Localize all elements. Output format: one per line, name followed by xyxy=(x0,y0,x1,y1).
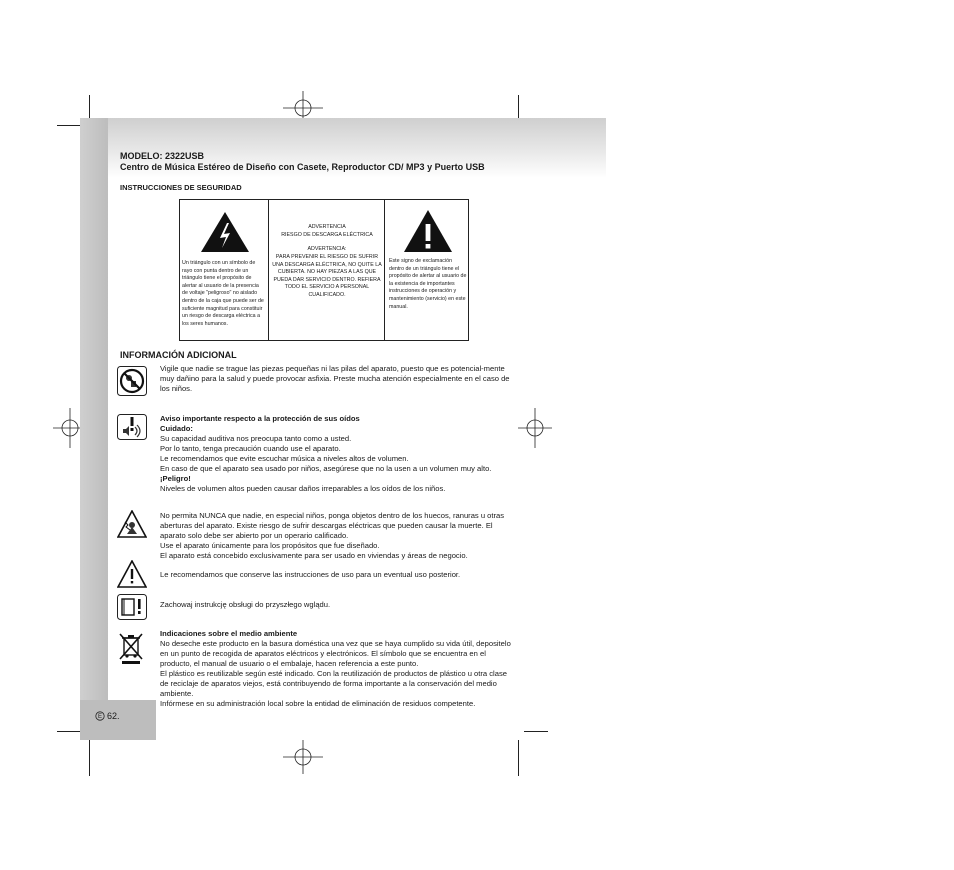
choking-warning: Vigile que nadie se trague las piezas pequeñas ni las pilas del aparato, puesto que es potencial-mente muy dañino para la salud y puede provocar asfixia. Preste mucha atención especialmente en el caso de los niños. xyxy=(160,364,510,393)
sidebar-band xyxy=(80,118,108,740)
electric-shock-icon xyxy=(117,510,147,538)
hearing-line-2: Por lo tanto, tenga precaución cuando use el aparato. xyxy=(160,444,341,453)
shock-line-1: No permita NUNCA que nadie, en especial niños, ponga objetos dentro de los huecos, ranuras u otras aberturas del aparato. Existe riesgo de sufrir descargas eléctricas que pueden causar la muerte. El aparato solo debe ser abierto por un operario calificado. xyxy=(160,511,505,540)
svg-text:E: E xyxy=(97,714,103,721)
warning-line-2: RIESGO DE DESCARGA ELÉCTRICA xyxy=(281,232,373,238)
shock-line-3: El aparato está concebido exclusivamente para ser usado en viviendas y áreas de negocio. xyxy=(160,551,468,560)
product-subtitle: Centro de Música Estéreo de Diseño con Casete, Reproductor CD/ MP3 y Puerto USB xyxy=(120,162,485,172)
shock-section xyxy=(160,511,512,561)
registration-mark-right xyxy=(518,408,552,448)
warning-cell xyxy=(269,200,385,340)
environment-line-3: Infórmese en su administración local sobre la entidad de eliminación de residuos competente. xyxy=(160,699,476,708)
crop-mark xyxy=(89,740,90,776)
warning-line-1: ADVERTENCIA xyxy=(308,224,346,230)
warning-line-3: ADVERTENCIA: xyxy=(307,246,347,252)
hearing-line-5: Niveles de volumen altos pueden causar daños irreparables a los oídos de los niños. xyxy=(160,484,446,493)
exclamation-cell xyxy=(385,200,468,340)
hearing-caution-label: Cuidado: xyxy=(160,424,193,433)
environment-section xyxy=(160,629,512,709)
lightning-description: Un triángulo con un símbolo de rayo con punta dentro de un triángulo tiene el propósito de alertar al usuario de la presencia de voltaje "peligroso" no aislado dentro de la caja que puede ser de suficiente magnitud para constituir un riesgo de descarga eléctrica a los seres humanos. xyxy=(182,260,264,327)
crop-mark xyxy=(524,731,548,732)
hearing-section xyxy=(160,414,512,494)
weee-recycle-bin-icon xyxy=(117,632,147,666)
registration-mark-bottom xyxy=(283,740,323,774)
keep-instructions: Le recomendamos que conserve las instrucciones de uso para un eventual uso posterior. xyxy=(160,570,461,579)
no-small-parts-icon xyxy=(117,366,147,396)
hearing-line-4: En caso de que el aparato sea usado por niños, asegúrese que no la usen a un volumen muy alto. xyxy=(160,464,492,473)
hearing-warning-icon xyxy=(117,414,147,440)
polish-note: Zachowaj instrukcję obsługi do przyszłego wglądu. xyxy=(160,600,331,609)
environment-line-2: El plástico es reutilizable según esté indicado. Con la reutilización de productos de plástico u otra clase de reciclaje de aparatos viejos, está contribuyendo de forma importante a la conservación del medio ambiente. xyxy=(160,669,507,698)
safety-warning-table xyxy=(179,199,469,341)
hearing-line-3: Le recomendamos que evite escuchar música a niveles altos de volumen. xyxy=(160,454,409,463)
language-e-icon xyxy=(95,711,105,721)
safety-title: INSTRUCCIONES DE SEGURIDAD xyxy=(120,183,242,192)
caution-triangle-icon xyxy=(117,560,147,588)
environment-line-1: No deseche este producto en la basura doméstica una vez que se haya cumplido su vida útil, depositelo en un punto de recogida de aparatos eléctricos y electrónicos. El símbolo que se encuentra en el producto, el manual de usuario o el embalaje, hacen referencia a este punto. xyxy=(160,639,511,668)
shock-line-2: Use el aparato únicamente para los propósitos que fue diseñado. xyxy=(160,541,380,550)
exclamation-warning-icon xyxy=(403,209,453,253)
crop-mark xyxy=(518,740,519,776)
lightning-cell xyxy=(180,200,269,340)
info-title: INFORMACIÓN ADICIONAL xyxy=(120,350,237,360)
hearing-line-1: Su capacidad auditiva nos preocupa tanto como a usted. xyxy=(160,434,352,443)
crop-mark xyxy=(57,125,81,126)
page-number: 62. xyxy=(107,711,120,721)
environment-title: Indicaciones sobre el medio ambiente xyxy=(160,629,298,638)
manual-book-icon xyxy=(117,594,147,620)
lightning-warning-icon xyxy=(200,211,250,253)
hearing-danger-label: ¡Peligro! xyxy=(160,474,191,483)
hearing-title: Aviso importante respecto a la protección de sus oídos xyxy=(160,414,360,423)
model-title: MODELO: 2322USB xyxy=(120,151,205,161)
warning-line-4: PARA PREVENIR EL RIESGO DE SUFRIR UNA DESCARGA ELÉCTRICA, NO QUITE LA CUBIERTA. NO HAY PIEZAS A LAS QUE PUEDA DAR SERVICIO DENTRO. REFIERA TODO EL SERVICIO A PERSONAL CUALIFICADO. xyxy=(272,254,382,298)
crop-mark xyxy=(57,731,81,732)
exclamation-description: Este signo de exclamación dentro de un triángulo tiene el propósito de alertar al usuario de la existencia de importantes instrucciones de operación y mantenimiento (servicio) en este manual. xyxy=(389,258,467,310)
